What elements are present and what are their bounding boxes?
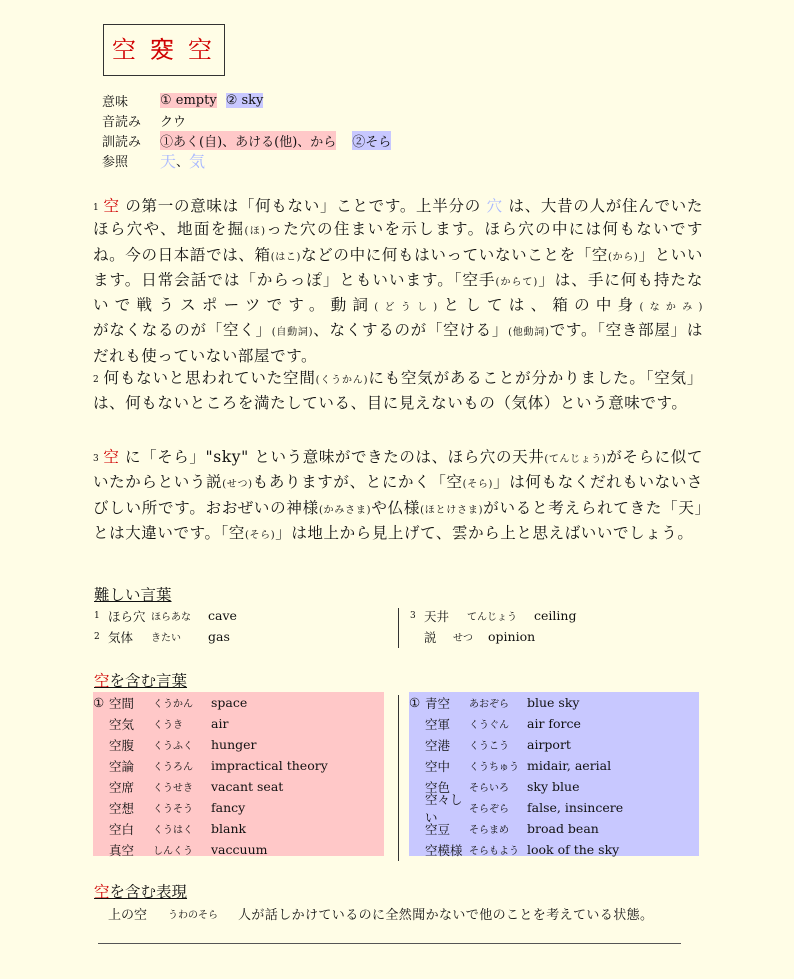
bottom-divider	[98, 943, 681, 944]
reading: (他動詞)	[508, 327, 550, 339]
meaning: impractical theory	[211, 758, 328, 773]
word: 空腹	[109, 737, 135, 753]
reading: (ほ)	[244, 226, 266, 238]
kanji-variant: 空	[112, 36, 136, 64]
kunyomi-2: ②そら	[352, 131, 391, 150]
reading: きたい	[151, 633, 181, 644]
list-item	[409, 791, 699, 825]
meaning-row	[102, 90, 391, 110]
meaning: air	[211, 716, 229, 731]
reading: てんじょう	[467, 612, 517, 623]
meaning: airport	[527, 737, 571, 752]
kanji-variant: 空	[188, 36, 212, 64]
meaning: gas	[208, 629, 230, 644]
word: ほら穴	[108, 608, 146, 624]
word: 空豆	[425, 821, 451, 837]
reading: そらいろ	[469, 783, 509, 794]
word: 青空	[425, 695, 451, 711]
reading: くうふく	[153, 741, 193, 752]
list-item	[409, 818, 699, 839]
reading: (くうかん)	[315, 375, 369, 386]
reading: ほらあな	[151, 612, 191, 623]
word: 空模様	[425, 842, 463, 858]
word: 空港	[425, 737, 451, 753]
divider	[398, 608, 399, 648]
reading: (そら)	[462, 479, 494, 491]
meaning: space	[211, 695, 248, 710]
meaning-2: ② sky	[225, 92, 264, 108]
text: った穴の住まいを示します。ほら穴の中には何もないですね。今の日本語では、箱	[93, 220, 703, 264]
onyomi-label: 音読み	[102, 114, 142, 130]
list-item	[93, 692, 384, 713]
text: 」は何もなくだれもいないさびしい所です。おおぜいの神様	[93, 473, 704, 517]
words-meaning-2-list	[409, 692, 699, 856]
text: がいると考えられてきた「天」とは大違いです。「空	[93, 498, 703, 542]
expression-item	[108, 903, 653, 923]
reading: (どうし)	[374, 302, 438, 314]
title-text: を含む表現	[109, 883, 188, 901]
divider	[398, 695, 399, 861]
meaning: cave	[208, 608, 237, 623]
text: もありますが、とにかく「空	[252, 473, 463, 492]
kanji-variants-box	[103, 24, 225, 76]
word: 真空	[109, 842, 135, 858]
word: 空想	[109, 800, 135, 816]
text: に「そら」"sky" という意味ができたのは、ほら穴の天井	[119, 448, 545, 466]
paragraph-number: 3	[93, 454, 100, 464]
kanji-variant: 𥥛	[150, 36, 174, 64]
item-number: 1	[94, 610, 100, 621]
kanji-highlight: 空	[103, 448, 120, 466]
reading: くうちゅう	[469, 762, 519, 773]
meaning: air force	[527, 716, 581, 731]
item-number: 3	[410, 610, 416, 621]
difficult-words-right	[410, 605, 576, 647]
list-item	[93, 755, 384, 776]
kanji-highlight: 空	[103, 197, 120, 215]
word: 空気	[109, 716, 135, 732]
ref-link-ki[interactable]: 気	[189, 151, 206, 171]
kunyomi-label: 訓読み	[102, 134, 142, 150]
meaning: look of the sky	[527, 842, 620, 857]
list-item	[93, 839, 384, 860]
list-item	[409, 755, 699, 776]
related-words-title	[94, 669, 187, 691]
text: 」は地上から見上げて、雲から上と思えばいいでしょう。	[275, 523, 694, 542]
reading: (なかみ)	[639, 302, 703, 314]
meaning: blank	[211, 821, 247, 836]
reading: そらぞら	[469, 804, 509, 815]
onyomi: クウ	[160, 114, 187, 130]
reading: くうこう	[469, 741, 509, 752]
meaning: blue sky	[527, 695, 580, 710]
title-text: を含む言葉	[109, 672, 188, 690]
ref-separator: 、	[176, 154, 190, 170]
reading: そらまめ	[469, 825, 509, 836]
paragraph-1	[93, 195, 703, 368]
reading: くうはく	[153, 825, 193, 836]
difficult-words-left	[94, 605, 237, 647]
text: などの中に何もはいっていないことを「空	[301, 245, 609, 264]
text: は、大昔の人が住んでいたほら穴や、地面を掘	[93, 197, 704, 239]
expression-reading: うわのそら	[168, 909, 218, 921]
reading: くうせき	[153, 783, 193, 794]
list-item	[409, 713, 699, 734]
paragraph-2	[93, 367, 703, 416]
title-kanji: 空	[94, 883, 110, 901]
list-item	[93, 713, 384, 734]
kunyomi-row	[102, 130, 391, 150]
reading: くうき	[153, 720, 183, 731]
list-item	[94, 605, 237, 626]
reading: (からて)	[495, 276, 538, 288]
kanji-link-ana[interactable]: 穴	[486, 197, 503, 215]
reading: くうぐん	[469, 720, 509, 731]
word: 空論	[109, 758, 135, 774]
paragraph-3	[93, 446, 703, 547]
text: 、なくするのが「空ける」	[313, 321, 509, 340]
reading: (せつ)	[222, 479, 253, 491]
paragraph-number: 1	[93, 203, 100, 213]
meaning: sky blue	[527, 779, 580, 794]
word: 空席	[109, 779, 135, 795]
reading: くうかん	[153, 699, 193, 710]
meaning: fancy	[211, 800, 246, 815]
reading: しんくう	[153, 846, 193, 857]
meaning: false, insincere	[527, 800, 624, 815]
item-marker: ①	[409, 695, 421, 710]
text: の第一の意味は「何もない」ことです。上半分の	[119, 197, 487, 215]
reading: (ほとけさま)	[420, 504, 484, 516]
words-meaning-1-list	[93, 692, 384, 856]
reading: (そら)	[245, 529, 276, 541]
word: 空色	[425, 779, 451, 795]
reading: あおぞら	[469, 699, 509, 710]
item-number: 2	[94, 631, 100, 642]
list-item	[93, 797, 384, 818]
reading: (かみさま)	[318, 504, 372, 516]
reading: (自動詞)	[271, 327, 314, 339]
text: がなくなるのが「空く」	[93, 321, 272, 340]
list-item	[410, 605, 576, 626]
list-item	[409, 839, 699, 860]
ref-label: 参照	[102, 154, 129, 170]
reading: くうろん	[153, 762, 193, 773]
reading: (はこ)	[270, 251, 302, 263]
text: 」といいます。日常会話では「からっぽ」ともいいます。「空手	[93, 245, 704, 289]
word: 空間	[109, 695, 135, 711]
word: 空白	[109, 821, 135, 837]
reading: くうそう	[153, 804, 193, 815]
ref-row	[102, 150, 391, 170]
list-item	[409, 734, 699, 755]
reading: せつ	[453, 633, 473, 644]
reading: (から)	[608, 251, 639, 263]
reading: (てんじょう)	[544, 454, 607, 465]
meaning: broad bean	[527, 821, 599, 836]
word: 空軍	[425, 716, 451, 732]
ref-link-ten[interactable]: 天	[160, 151, 177, 171]
list-item	[93, 818, 384, 839]
reading: そらもよう	[469, 846, 519, 857]
text: としては、箱の中身	[437, 296, 640, 315]
meaning: opinion	[488, 629, 536, 644]
expressions-title	[94, 880, 187, 902]
word: 説	[424, 629, 437, 645]
expression-phrase: 上の空	[108, 907, 148, 923]
meaning: midair, aerial	[527, 758, 612, 773]
meaning: ceiling	[534, 608, 577, 623]
onyomi-row	[102, 110, 391, 130]
kanji-info	[102, 90, 391, 170]
title-kanji: 空	[94, 672, 110, 690]
expression-meaning: 人が話しかけているのに全然聞かないで他のことを考えている状態。	[238, 907, 654, 923]
list-item	[410, 626, 576, 647]
text: です。「空き部屋」はだれも使っていない部屋です。	[93, 321, 703, 365]
text: 何もないと思われていた空間	[103, 369, 316, 387]
meaning: hunger	[211, 737, 257, 752]
meaning-label: 意味	[102, 94, 129, 110]
word: 空々しい	[425, 791, 463, 825]
text: や仏様	[371, 498, 421, 517]
paragraph-number: 2	[93, 375, 100, 385]
list-item	[93, 734, 384, 755]
item-marker: ①	[93, 695, 105, 710]
difficult-words-title: 難しい言葉	[94, 586, 172, 604]
list-item	[94, 626, 237, 647]
word: 気体	[108, 629, 134, 645]
list-item	[409, 692, 699, 713]
list-item	[93, 776, 384, 797]
text: がそらに似ていたからという説	[93, 448, 703, 492]
text: にも空気があることが分かりました。「空気」は、何もないところを満たしている、目に見えないもの（気体）という意味です。	[93, 369, 703, 413]
meaning-1: ① empty	[160, 92, 217, 108]
meaning: vaccuum	[211, 842, 268, 857]
word: 天井	[424, 608, 450, 624]
text: 」は、手に何も持たないで戦うスポーツです。動詞	[93, 270, 703, 315]
meaning: vacant seat	[211, 779, 284, 794]
word: 空中	[425, 758, 451, 774]
kunyomi-1: ①あく(自)、あける(他)、から	[160, 131, 336, 150]
